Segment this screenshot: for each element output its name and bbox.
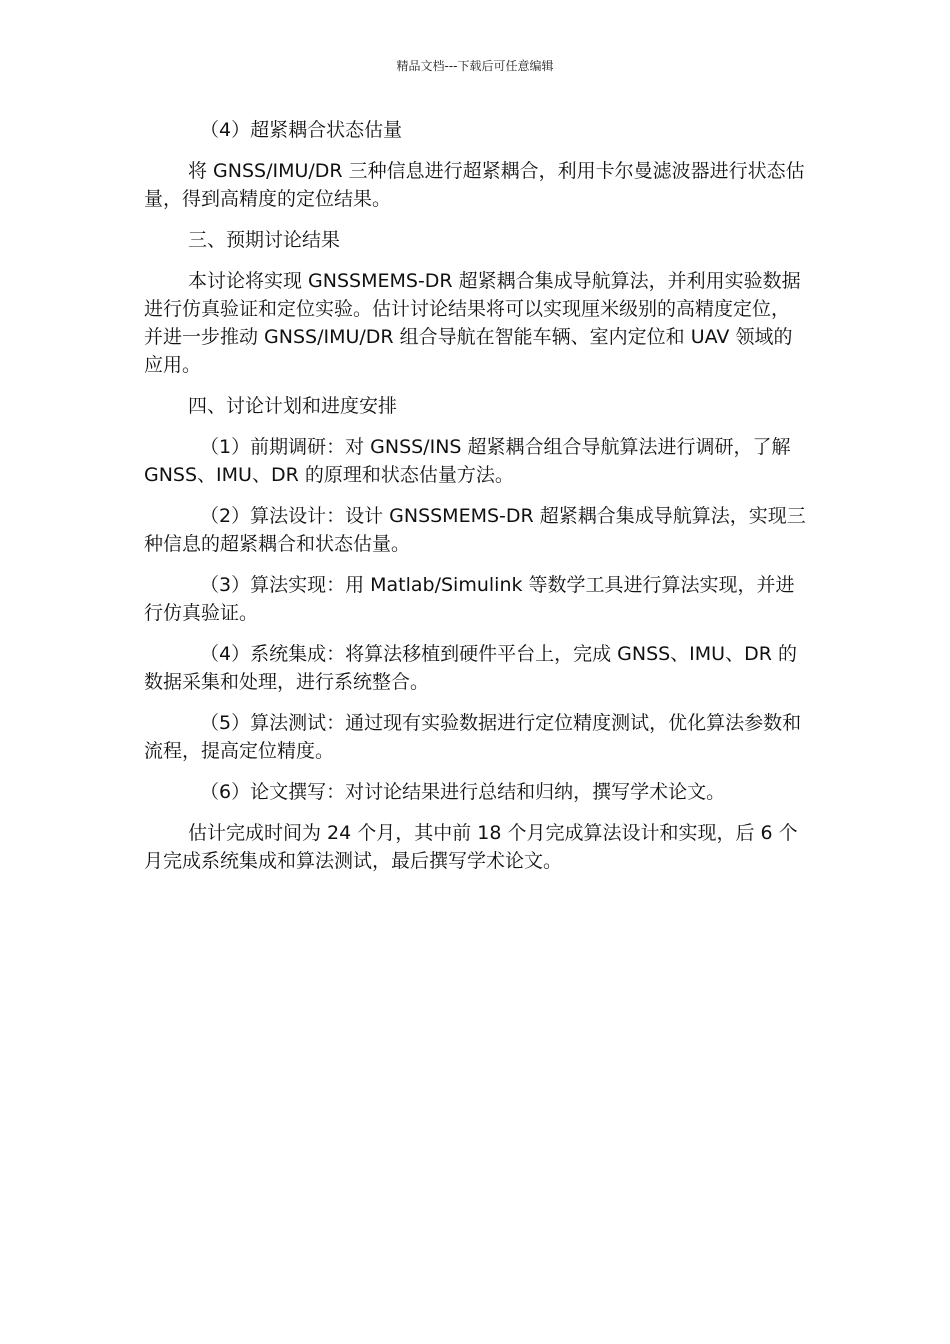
section-heading-expected-results: 三、预期讨论结果: [188, 229, 341, 251]
paragraph-timeline: 估计完成时间为 24 个月，其中前 18 个月完成算法设计和实现，后 6 个月完成系统集成和算法测试，最后撰写学术论文。: [144, 822, 798, 872]
plan-item-5: （5）算法测试：通过现有实验数据进行定位精度测试，优化算法参数和流程，提高定位精度。: [144, 712, 802, 762]
section-heading-state-estimation: （4）超紧耦合状态估量: [200, 119, 403, 141]
paragraph-coupling: 将 GNSS/IMU/DR 三种信息进行超紧耦合，利用卡尔曼滤波器进行状态估量，得到高精度的定位结果。: [144, 160, 805, 210]
section-heading-plan: 四、讨论计划和进度安排: [188, 395, 398, 417]
plan-item-6: （6）论文撰写：对讨论结果进行总结和归纳，撰写学术论文。: [200, 781, 726, 803]
plan-item-2: （2）算法设计：设计 GNSSMEMS-DR 超紧耦合集成导航算法，实现三种信息的超紧耦合和状态估量。: [144, 505, 806, 555]
plan-item-3: （3）算法实现：用 Matlab/Simulink 等数学工具进行算法实现，并进行仿真验证。: [144, 574, 795, 624]
document-body: [144, 116, 808, 888]
plan-item-1: （1）前期调研：对 GNSS/INS 超紧耦合组合导航算法进行调研，了解 GNSS、IMU、DR 的原理和状态估量方法。: [144, 436, 791, 486]
page-header: 精品文档---下载后可任意编辑: [396, 59, 554, 73]
plan-item-4: （4）系统集成：将算法移植到硬件平台上，完成 GNSS、IMU、DR 的数据采集和处理，进行系统整合。: [144, 643, 797, 693]
paragraph-expected-results: 本讨论将实现 GNSSMEMS-DR 超紧耦合集成导航算法，并利用实验数据进行仿真验证和定位实验。估计讨论结果将可以实现厘米级别的高精度定位，并进一步推动 GNSS/IMU/DR 组合导航在智能车辆、室内定位和 UAV 领域的应用。: [144, 270, 801, 376]
